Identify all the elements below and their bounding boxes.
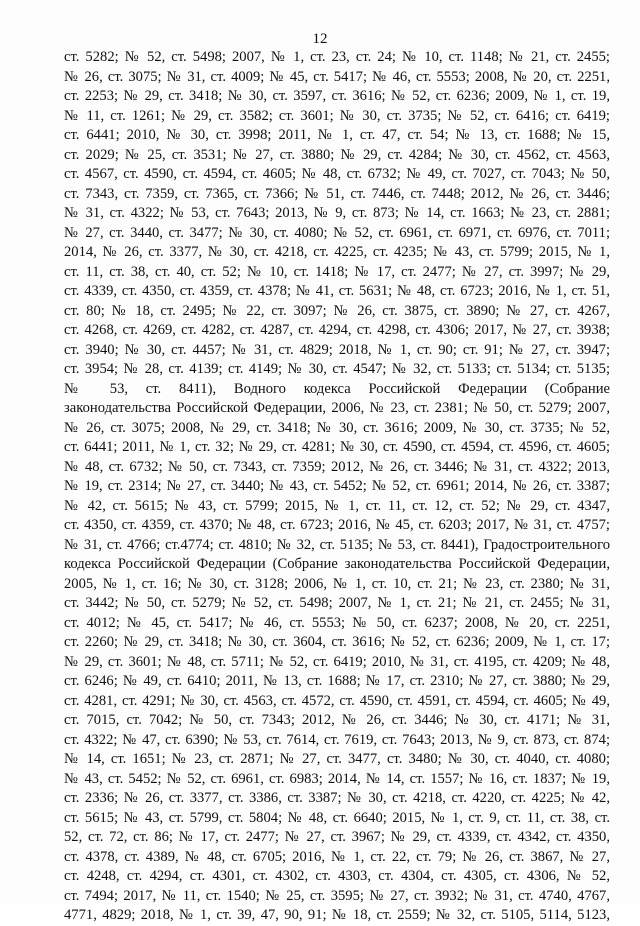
text-line: ст. 4248, ст. 4294, ст. 4301, ст. 4302, ст. 4303, ст. 4304, ст. 4305, ст. 4306, № 52, xyxy=(64,868,610,884)
text-line: № 26, ст. 3075; № 31, ст. 4009; № 45, ст. 5417; № 46, ст. 5553; 2008, № 20, ст. 2251, xyxy=(64,68,610,85)
text-line: ст. 3954; № 28, ст. 4139; ст. 4149; № 30, ст. 4547; № 32, ст. 5133; ст. 5134; ст. 5135; xyxy=(64,361,610,377)
text-line: ст. 4339, ст. 4350, ст. 4359, ст. 4378; № 41, ст. 5631; № 48, ст. 6723; 2016, № 1, ст. 51, xyxy=(64,283,610,299)
page-number: 12 xyxy=(312,31,328,47)
text-line: ст. 3442; № 50, ст. 5279; № 52, ст. 5498; 2007, № 1, ст. 21; № 21, ст. 2455; № 31, xyxy=(64,595,610,611)
text-line: № 42, ст. 5615; № 43, ст. 5799; 2015, № 1, ст. 11, ст. 12, ст. 52; № 29, ст. 4347, xyxy=(64,497,610,514)
text-line: ст. 2253; № 29, ст. 3418; № 30, ст. 3597, ст. 3616; № 52, ст. 6236; 2009, № 1, ст. 19, xyxy=(64,88,610,104)
text-line: № 48, ст. 6732; № 50, ст. 7343, ст. 7359; 2012, № 26, ст. 3446; № 31, ст. 4322; 2013, xyxy=(64,458,610,475)
text-line: ст. 4281, ст. 4291; № 30, ст. 4563, ст. 4572, ст. 4590, ст. 4591, ст. 4594, ст. 4605; № 49, xyxy=(64,692,610,709)
text-line: ст. 4012; № 45, ст. 5417; № 46, ст. 5553; № 50, ст. 6237; 2008, № 20, ст. 2251, xyxy=(64,614,610,631)
text-line: 52, ст. 72, ст. 86; № 17, ст. 2477; № 27, ст. 3967; № 29, ст. 4339, ст. 4342, ст. 4350, xyxy=(64,829,610,845)
text-line: ст. 3940; № 30, ст. 4457; № 31, ст. 4829; 2018, № 1, ст. 90; ст. 91; № 27, ст. 3947; xyxy=(64,341,610,358)
text-line: ст. 6441; 2011, № 1, ст. 32; № 29, ст. 4281; № 30, ст. 4590, ст. 4594, ст. 4596, ст. 4605; xyxy=(64,439,610,455)
text-line: № 31, ст. 4766; ст.4774; ст. 4810; № 32, ст. 5135; № 53, ст. 8441), Градостроительного xyxy=(64,536,610,553)
text-line: ст. 80; № 18, ст. 2495; № 22, ст. 3097; № 26, ст. 3875, ст. 3890; № 27, ст. 4267, xyxy=(64,302,610,319)
text-line: ст. 4350, ст. 4359, ст. 4370; № 48, ст. 6723; 2016, № 45, ст. 6203; 2017, № 31, ст. 4757; xyxy=(64,517,610,533)
text-line: № 19, ст. 2314; № 27, ст. 3440; № 43, ст. 5452; № 52, ст. 6961; 2014, № 26, ст. 3387; xyxy=(64,478,610,494)
text-line: ст. 2029; № 25, ст. 3531; № 27, ст. 3880; № 29, ст. 4284; № 30, ст. 4562, ст. 4563, xyxy=(64,146,610,163)
text-line: № 31, ст. 4322; № 53, ст. 7643; 2013, № 9, ст. 873; № 14, ст. 1663; № 23, ст. 2881; xyxy=(64,205,610,221)
text-line: ст. 7343, ст. 7359, ст. 7365, ст. 7366; № 51, ст. 7446, ст. 7448; 2012, № 26, ст. 3446; xyxy=(64,185,610,202)
text-line: № 53, ст. 8411), Водного кодекса Российской Федерации (Собрание xyxy=(64,380,610,397)
text-line: ст. 4268, ст. 4269, ст. 4282, ст. 4287, ст. 4294, ст. 4298, ст. 4306; 2017, № 27, ст. 3938; xyxy=(64,322,610,338)
text-line: № 27, ст. 3440, ст. 3477; № 30, ст. 4080; № 52, ст. 6961, ст. 6971, ст. 6976, ст. 7011; xyxy=(64,224,610,241)
body-text xyxy=(64,48,610,926)
text-line: ст. 6441; 2010, № 30, ст. 3998; 2011, № 1, ст. 47, ст. 54; № 13, ст. 1688; № 15, xyxy=(64,127,610,143)
text-line: ст. 7494; 2017, № 11, ст. 1540; № 25, ст. 3595; № 27, ст. 3932; № 31, ст. 4740, 4767, xyxy=(64,887,610,904)
text-line: ст. 2260; № 29, ст. 3418; № 30, ст. 3604, ст. 3616; № 52, ст. 6236; 2009, № 1, ст. 17; xyxy=(64,634,610,650)
text-line: ст. 4322; № 47, ст. 6390; № 53, ст. 7614, ст. 7619, ст. 7643; 2013, № 9, ст. 873, ст. 874; xyxy=(64,731,610,748)
text-line: ст. 4567, ст. 4590, ст. 4594, ст. 4605; № 48, ст. 6732; № 49, ст. 7027, ст. 7043; № 50, xyxy=(64,166,610,182)
text-line: ст. 7015, ст. 7042; № 50, ст. 7343; 2012, № 26, ст. 3446; № 30, ст. 4171; № 31, xyxy=(64,712,610,728)
text-line: кодекса Российской Федерации (Собрание законодательства Российской Федерации, xyxy=(64,556,610,572)
text-line: № 29, ст. 3601; № 48, ст. 5711; № 52, ст. 6419; 2010, № 31, ст. 4195, ст. 4209; № 48, xyxy=(64,653,610,670)
text-line: 2005, № 1, ст. 16; № 30, ст. 3128; 2006, № 1, ст. 10, ст. 21; № 23, ст. 2380; № 31, xyxy=(64,575,610,592)
text-line: № 14, ст. 1651; № 23, ст. 2871; № 27, ст. 3477, ст. 3480; № 30, ст. 4040, ст. 4080; xyxy=(64,751,610,767)
text-line: ст. 2336; № 26, ст. 3377, ст. 3386, ст. 3387; № 30, ст. 4218, ст. 4220, ст. 4225; № 42, xyxy=(64,790,610,806)
text-line: ст. 5615; № 43, ст. 5799, ст. 5804; № 48, ст. 6640; 2015, № 1, ст. 9, ст. 11, ст. 38, ст. xyxy=(64,809,610,826)
text-line: № 26, ст. 3075; 2008, № 29, ст. 3418; № 30, ст. 3616; 2009, № 30, ст. 3735; № 52, xyxy=(64,419,610,436)
text-line: ст. 11, ст. 38, ст. 40, ст. 52; № 10, ст. 1418; № 17, ст. 2477; № 27, ст. 3997; № 29, xyxy=(64,263,610,280)
text-line: № 11, ст. 1261; № 29, ст. 3582; ст. 3601; № 30, ст. 3735; № 52, ст. 6416; ст. 6419; xyxy=(64,107,610,124)
text-line: законодательства Российской Федерации, 2006, № 23, ст. 2381; № 50, ст. 5279; 2007, xyxy=(64,400,610,416)
text-line: ст. 6246; № 49, ст. 6410; 2011, № 13, ст. 1688; № 17, ст. 2310; № 27, ст. 3880; № 29, xyxy=(64,673,610,689)
text-line: ст. 5282; № 52, ст. 5498; 2007, № 1, ст. 23, ст. 24; № 10, ст. 1148; № 21, ст. 2455; xyxy=(64,49,610,65)
text-line: ст. 4378, ст. 4389, № 48, ст. 6705; 2016, № 1, ст. 22, ст. 79; № 26, ст. 3867, № 27, xyxy=(64,848,610,865)
text-line: 2014, № 26, ст. 3377, № 30, ст. 4218, ст. 4225, ст. 4235; № 43, ст. 5799; 2015, № 1, xyxy=(64,244,610,260)
text-line: № 43, ст. 5452; № 52, ст. 6961, ст. 6983; 2014, № 14, ст. 1557; № 16, ст. 1837; № 19, xyxy=(64,770,610,787)
text-line: 4771, 4829; 2018, № 1, ст. 39, 47, 90, 91; № 18, ст. 2559; № 32, ст. 5105, 5114, 5123, xyxy=(64,907,610,923)
